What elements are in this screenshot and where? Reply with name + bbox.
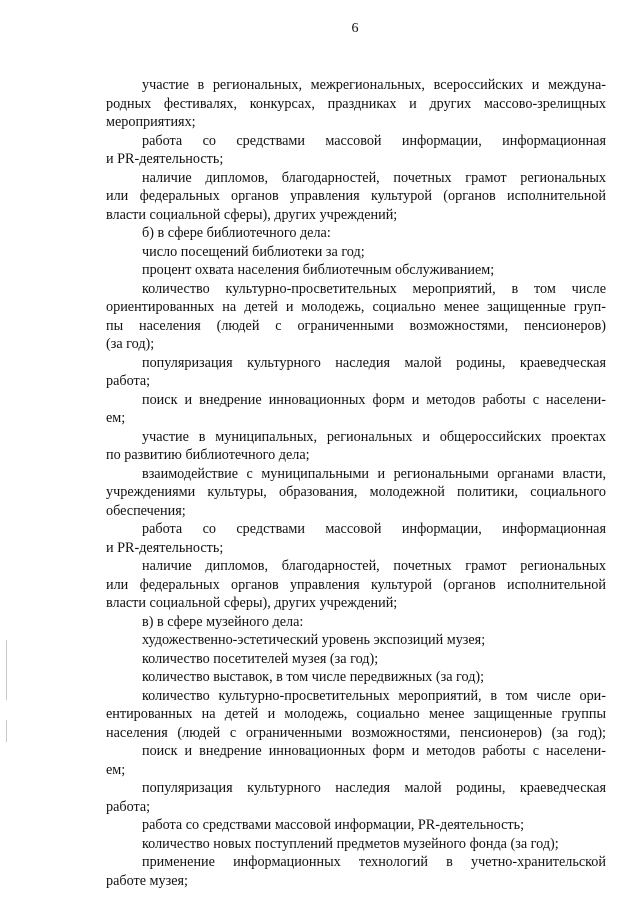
text-line: или федеральных органов управления культурой (органов исполнительной — [106, 188, 606, 204]
page-number: 6 — [351, 21, 359, 36]
scan-margin-mark — [6, 640, 7, 700]
text-line: в) в сфере музейного дела: — [142, 613, 304, 630]
text-line: количество новых поступлений предметов музейного фонда (за год); — [142, 835, 559, 852]
text-line: и PR-деятельность; — [106, 539, 224, 556]
text-line: художественно-эстетический уровень экспозиций музея; — [142, 632, 486, 648]
text-line: работе музея; — [106, 872, 189, 889]
text-line: наличие дипломов, благодарностей, почетных грамот региональных — [142, 169, 606, 186]
text-line: работа со средствами массовой информации, информационная — [142, 521, 606, 537]
text-line: учреждениями культуры, образования, молодежной политики, социального — [106, 484, 606, 500]
text-line: количество культурно-просветительных мероприятий, в том числе ори- — [142, 687, 606, 704]
text-line: работа; — [106, 798, 151, 815]
text-line: работа; — [106, 373, 151, 389]
text-line: популяризация культурного наследия малой родины, краеведческая — [142, 354, 606, 371]
text-line: число посещений библиотеки за год; — [142, 243, 365, 260]
text-line: родных фестивалях, конкурсах, праздниках и других массово-зрелищных — [106, 95, 606, 112]
text-line: власти социальной сферы), других учреждений; — [106, 595, 398, 611]
scan-margin-mark — [6, 720, 7, 742]
text-line: процент охвата населения библиотечным обслуживанием; — [142, 262, 495, 278]
text-line: применение информационных технологий в учетно-хранительской — [142, 854, 606, 870]
text-line: ем; — [106, 410, 126, 426]
text-line: ем; — [106, 761, 126, 778]
text-line: ориентированных на детей и молодежь, социально менее защищенные груп- — [106, 299, 606, 315]
document-body — [106, 76, 606, 890]
text-line: поиск и внедрение инновационных форм и методов работы с населени- — [142, 391, 606, 408]
text-line: и PR-деятельность; — [106, 151, 224, 167]
text-line: поиск и внедрение инновационных форм и методов работы с населени- — [142, 743, 606, 759]
text-line: взаимодействие с муниципальными и региональными органами власти, — [142, 465, 606, 482]
text-line: популяризация культурного наследия малой родины, краеведческая — [142, 780, 606, 796]
text-line: количество выставок, в том числе передвижных (за год); — [142, 669, 485, 685]
text-line: участие в региональных, межрегиональных, всероссийских и междуна- — [142, 77, 606, 93]
text-line: мероприятиях; — [106, 114, 196, 130]
text-line: количество посетителей музея (за год); — [142, 650, 379, 667]
text-line: власти социальной сферы), других учреждений; — [106, 206, 398, 223]
text-line: обеспечения; — [106, 502, 186, 519]
text-line: населения (людей с ограниченными возможностями, пенсионеров) (за год); — [106, 724, 606, 741]
text-line: пы населения (людей с ограниченными возможностями, пенсионеров) — [106, 317, 606, 334]
text-line: работа со средствами массовой информации, информационная — [142, 132, 606, 149]
text-line: работа со средствами массовой информации, PR-деятельность; — [142, 817, 525, 833]
text-line: наличие дипломов, благодарностей, почетных грамот региональных — [142, 558, 606, 574]
text-line: (за год); — [106, 336, 155, 352]
text-line: количество культурно-просветительных мероприятий, в том числе — [142, 280, 606, 297]
text-line: ентированных на детей и молодежь, социально менее защищенные группы — [106, 706, 606, 722]
text-line: участие в муниципальных, региональных и общероссийских проектах — [142, 428, 606, 445]
text-line: по развитию библиотечного дела; — [106, 447, 310, 463]
text-line: б) в сфере библиотечного дела: — [142, 225, 331, 241]
text-line: или федеральных органов управления культурой (органов исполнительной — [106, 576, 606, 593]
